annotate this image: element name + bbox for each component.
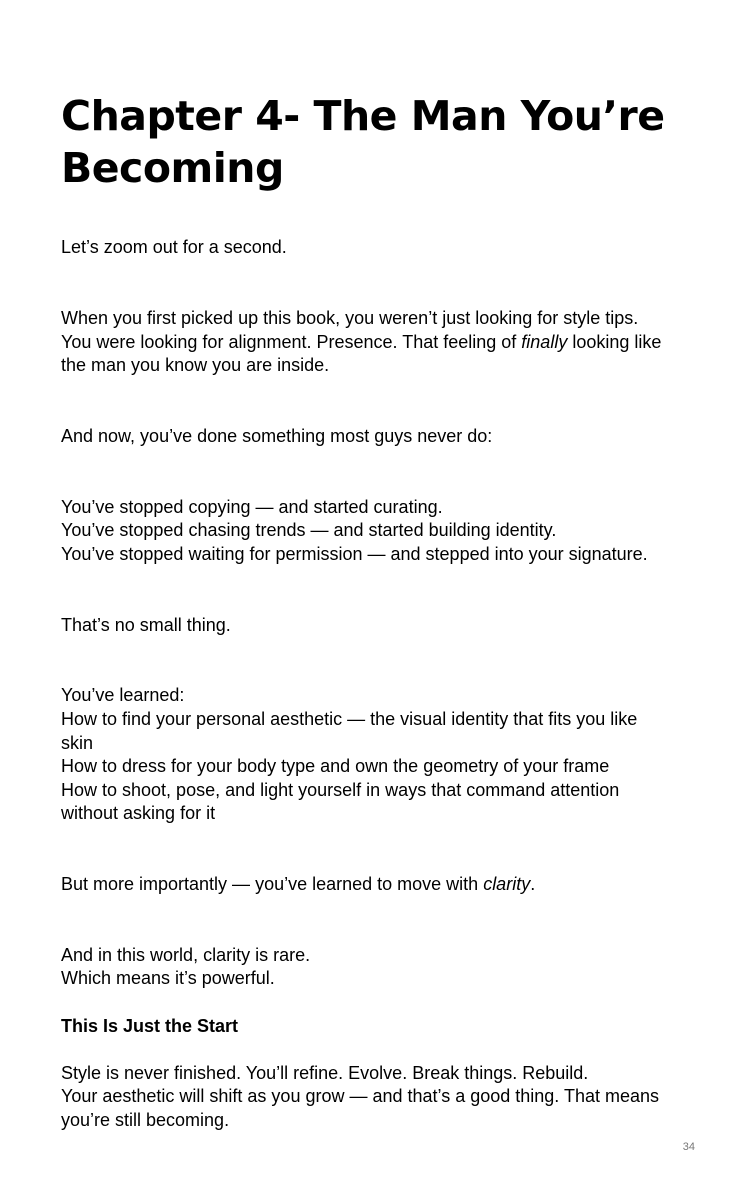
paragraph-line: When you first picked up this book, you weren’t just looking for style tips. — [61, 308, 639, 328]
paragraph-line: How to find your personal aesthetic — the visual identity that fits you like — [61, 709, 638, 729]
paragraph-line: You’ve learned: — [61, 685, 185, 705]
text-segment: You were looking for alignment. Presence. That feeling of — [61, 332, 522, 352]
chapter-title — [61, 90, 721, 194]
emphasis-clarity: clarity — [483, 874, 531, 894]
paragraph-line: And in this world, clarity is rare. — [61, 945, 311, 965]
paragraph-line: You’ve stopped waiting for permission — and stepped into your signature. — [61, 544, 648, 564]
paragraph-line: Which means it’s powerful. — [61, 968, 275, 988]
paragraph-line: Your aesthetic will shift as you grow — and that’s a good thing. That means — [61, 1086, 660, 1106]
text-segment: . — [530, 874, 536, 894]
chapter-title-line-1: Chapter 4- The Man You’re — [61, 92, 665, 140]
text-segment: looking like — [567, 332, 662, 352]
paragraph-line: You’ve stopped chasing trends — and started building identity. — [61, 520, 557, 540]
page-number: 34 — [682, 1141, 695, 1153]
paragraph-line: Style is never finished. You’ll refine. Evolve. Break things. Rebuild. — [61, 1063, 589, 1083]
paragraph-line: How to shoot, pose, and light yourself in ways that command attention — [61, 780, 620, 800]
paragraph-line — [61, 330, 721, 354]
chapter-title-line-2: Becoming — [61, 144, 284, 192]
paragraph-line: you’re still becoming. — [61, 1110, 230, 1130]
paragraph-line: And now, you’ve done something most guys never do: — [61, 426, 493, 446]
text-segment: But more importantly — you’ve learned to move with — [61, 874, 484, 894]
paragraph-line: the man you know you are inside. — [61, 355, 330, 375]
paragraph-line: You’ve stopped copying — and started curating. — [61, 497, 443, 517]
paragraph-line: skin — [61, 733, 94, 753]
section-subheading: This Is Just the Start — [61, 1016, 239, 1036]
emphasis-finally: finally — [521, 332, 568, 352]
paragraph-intro: Let’s zoom out for a second. — [61, 237, 287, 257]
paragraph-line — [61, 872, 721, 896]
paragraph-line: without asking for it — [61, 803, 216, 823]
paragraph-line: How to dress for your body type and own the geometry of your frame — [61, 756, 610, 776]
paragraph-line: That’s no small thing. — [61, 615, 231, 635]
